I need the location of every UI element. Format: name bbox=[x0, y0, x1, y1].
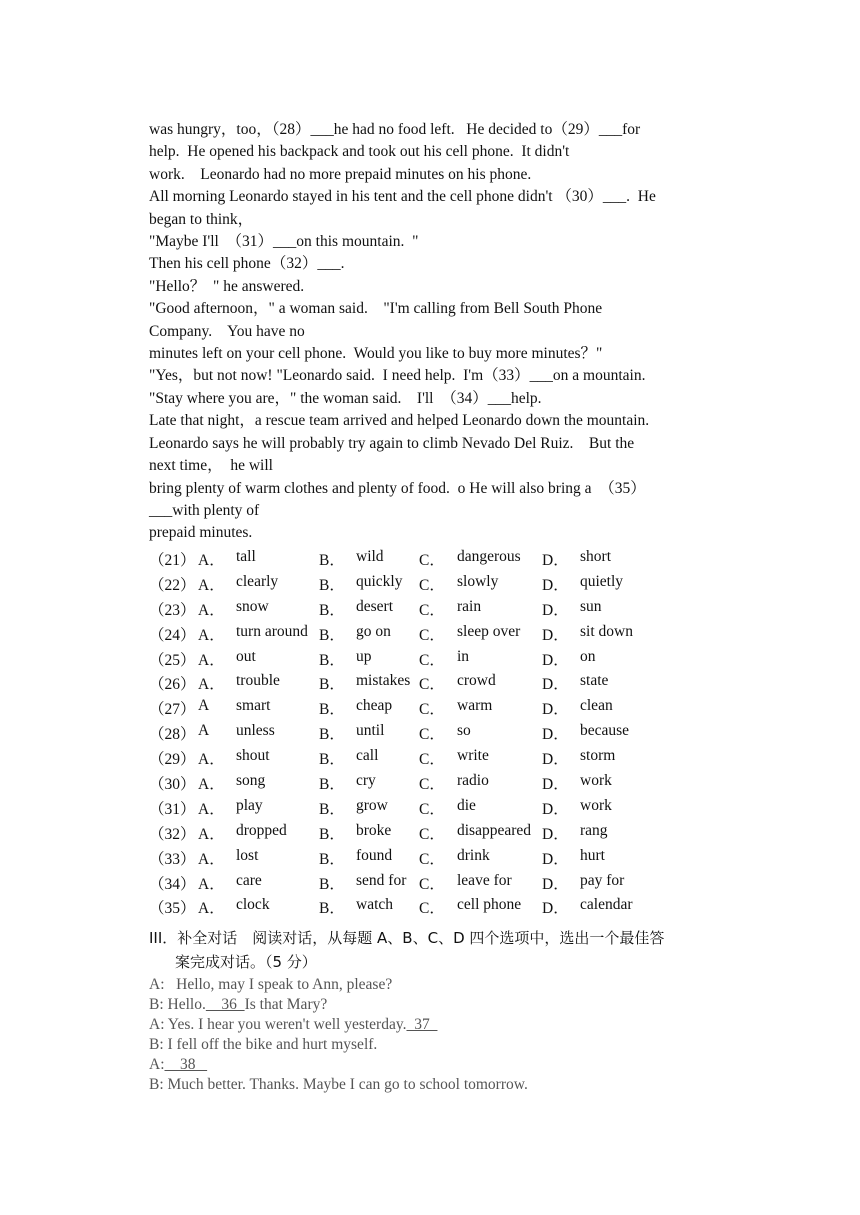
option-letter: B． bbox=[319, 900, 345, 918]
option-text: dangerous bbox=[457, 548, 521, 565]
option-text: on bbox=[580, 647, 596, 665]
option-letter: A． bbox=[198, 900, 225, 918]
option-text: slowly bbox=[457, 572, 499, 590]
option-text: write bbox=[457, 747, 489, 765]
option-letter: C． bbox=[419, 726, 445, 744]
option-text: sun bbox=[580, 597, 602, 615]
option-row bbox=[149, 893, 729, 918]
question-number: （30） bbox=[149, 776, 196, 794]
question-number: （26） bbox=[149, 676, 196, 694]
option-text: up bbox=[356, 647, 372, 665]
option-letter: D． bbox=[542, 751, 569, 769]
passage-line: Company. You have no bbox=[149, 322, 305, 340]
option-letter: A bbox=[198, 722, 210, 740]
dialogue-text: Is that Mary? bbox=[244, 996, 328, 1013]
dialogue-line bbox=[149, 995, 729, 1015]
option-text: so bbox=[457, 722, 471, 740]
option-text: rain bbox=[457, 597, 482, 615]
option-letter: C． bbox=[419, 552, 445, 569]
option-text: trouble bbox=[236, 672, 280, 690]
option-letter: C． bbox=[419, 900, 445, 918]
passage-line: "Good afternoon，" a woman said. "I'm calling from Bell South Phone bbox=[149, 300, 603, 318]
option-letter: A． bbox=[198, 626, 225, 644]
question-number: （27） bbox=[149, 701, 196, 719]
option-text: disappeared bbox=[457, 821, 532, 839]
dialogue-text: B: Much better. Thanks. Maybe I can go to school tomorrow. bbox=[149, 1076, 528, 1093]
question-number: （32） bbox=[149, 825, 196, 843]
option-letter: B． bbox=[319, 850, 345, 868]
option-letter: A bbox=[198, 697, 210, 715]
passage-line: Then his cell phone（32）___. bbox=[149, 255, 345, 273]
option-text: die bbox=[457, 796, 476, 814]
option-letter: B． bbox=[319, 726, 345, 744]
option-letter: C． bbox=[419, 676, 445, 694]
option-letter: A． bbox=[198, 850, 225, 868]
option-letter: D． bbox=[542, 825, 569, 843]
option-letter: C． bbox=[419, 751, 445, 769]
option-row bbox=[149, 595, 729, 620]
option-letter: B． bbox=[319, 626, 345, 644]
option-letter: B． bbox=[319, 751, 345, 769]
option-letter: D． bbox=[542, 875, 569, 893]
section-heading bbox=[149, 926, 729, 974]
dialogue bbox=[149, 975, 729, 1095]
option-text: out bbox=[236, 647, 256, 665]
passage-line: Late that night，a rescue team arrived and helped Leonardo down the mountain. bbox=[149, 412, 650, 430]
option-text: lost bbox=[236, 846, 259, 864]
option-text: warm bbox=[457, 697, 493, 715]
option-letter: D． bbox=[542, 726, 569, 744]
option-letter: C． bbox=[419, 850, 445, 868]
question-number: （33） bbox=[149, 850, 196, 868]
option-text: short bbox=[580, 548, 611, 565]
option-letter: B． bbox=[319, 875, 345, 893]
option-text: hurt bbox=[580, 846, 605, 864]
passage-line: began to think， bbox=[149, 210, 254, 228]
dialogue-text: A: Yes. I hear you weren't well yesterday. bbox=[149, 1016, 407, 1033]
option-letter: D． bbox=[542, 701, 569, 719]
reading-passage bbox=[149, 119, 719, 545]
option-text: song bbox=[236, 772, 266, 790]
option-letter: C． bbox=[419, 800, 445, 818]
option-text: smart bbox=[236, 697, 271, 715]
option-letter: D． bbox=[542, 552, 569, 569]
option-row bbox=[149, 669, 729, 694]
option-text: care bbox=[236, 871, 262, 889]
option-text: clean bbox=[580, 697, 613, 715]
option-letter: B． bbox=[319, 776, 345, 794]
option-row bbox=[149, 844, 729, 869]
option-text: until bbox=[356, 722, 385, 740]
option-text: tall bbox=[236, 548, 256, 565]
option-text: send for bbox=[356, 871, 407, 889]
option-text: broke bbox=[356, 821, 392, 839]
option-letter: B． bbox=[319, 825, 345, 843]
option-letter: B． bbox=[319, 552, 345, 569]
passage-line: "Yes，but not now! "Leonardo said. I need help. I'm（33）___on a mountain. bbox=[149, 367, 646, 385]
option-letter: C． bbox=[419, 626, 445, 644]
dialogue-line bbox=[149, 1015, 729, 1035]
option-text: turn around bbox=[236, 622, 308, 640]
passage-line: bring plenty of warm clothes and plenty of food. o He will also bring a （35） bbox=[149, 479, 646, 497]
dialogue-line bbox=[149, 975, 729, 995]
option-letter: D． bbox=[542, 850, 569, 868]
option-row bbox=[149, 694, 729, 719]
option-text: snow bbox=[236, 597, 269, 615]
dialogue-text: B: Hello. bbox=[149, 996, 206, 1013]
option-letter: D． bbox=[542, 676, 569, 694]
blank-36: 36 bbox=[205, 996, 245, 1013]
option-text: radio bbox=[457, 772, 489, 790]
question-number: （29） bbox=[149, 751, 196, 769]
option-letter: B． bbox=[319, 651, 345, 669]
question-number: （23） bbox=[149, 601, 196, 619]
option-text: sit down bbox=[580, 622, 633, 640]
option-letter: A． bbox=[198, 576, 225, 594]
option-text: quietly bbox=[580, 572, 624, 590]
option-letter: C． bbox=[419, 825, 445, 843]
option-text: clock bbox=[236, 896, 270, 914]
option-text: work bbox=[580, 796, 612, 814]
option-row bbox=[149, 620, 729, 645]
question-number: （21） bbox=[149, 552, 196, 569]
option-letter: B． bbox=[319, 800, 345, 818]
option-text: rang bbox=[580, 821, 608, 839]
option-letter: A． bbox=[198, 776, 225, 794]
option-letter: A． bbox=[198, 751, 225, 769]
option-letter: A． bbox=[198, 875, 225, 893]
passage-line: ___with plenty of bbox=[149, 501, 260, 519]
dialogue-line bbox=[149, 1035, 729, 1055]
dialogue-line bbox=[149, 1075, 729, 1095]
option-text: state bbox=[580, 672, 609, 690]
option-text: cell phone bbox=[457, 896, 522, 914]
passage-line: minutes left on your cell phone. Would you like to buy more minutes？" bbox=[149, 345, 603, 363]
option-text: desert bbox=[356, 597, 394, 615]
option-text: because bbox=[580, 722, 630, 740]
option-letter: D． bbox=[542, 626, 569, 644]
option-letter: C． bbox=[419, 776, 445, 794]
option-text: call bbox=[356, 747, 379, 765]
option-text: dropped bbox=[236, 821, 287, 839]
option-letter: A． bbox=[198, 676, 225, 694]
option-text: leave for bbox=[457, 871, 512, 889]
option-text: in bbox=[457, 647, 470, 665]
option-text: unless bbox=[236, 722, 275, 740]
option-letter: D． bbox=[542, 651, 569, 669]
question-number: （25） bbox=[149, 651, 196, 669]
option-letter: A． bbox=[198, 825, 225, 843]
option-text: sleep over bbox=[457, 622, 521, 640]
question-number: （35） bbox=[149, 900, 196, 918]
option-row bbox=[149, 769, 729, 794]
option-text: drink bbox=[457, 846, 490, 864]
option-row bbox=[149, 570, 729, 595]
options-table bbox=[149, 545, 729, 918]
option-text: storm bbox=[580, 747, 616, 765]
option-text: pay for bbox=[580, 871, 625, 889]
option-letter: D． bbox=[542, 900, 569, 918]
passage-line: next time， he will bbox=[149, 457, 273, 475]
dialogue-text: A: Hello, may I speak to Ann, please? bbox=[149, 976, 393, 993]
blank-38: 38 bbox=[164, 1056, 208, 1073]
section-heading-line: III．补全对话 阅读对话，从每题 A、B、C、D 四个选项中，选出一个最佳答 bbox=[149, 929, 665, 947]
option-text: mistakes bbox=[356, 672, 411, 690]
blank-37: 37 bbox=[406, 1016, 438, 1033]
option-letter: A． bbox=[198, 601, 225, 619]
section-heading-line: 案完成对话。（5 分） bbox=[175, 953, 317, 971]
option-row bbox=[149, 794, 729, 819]
option-text: quickly bbox=[356, 572, 403, 590]
option-text: watch bbox=[356, 896, 394, 914]
dialogue-text: A: bbox=[149, 1056, 165, 1073]
option-row bbox=[149, 645, 729, 670]
option-text: play bbox=[236, 796, 263, 814]
option-text: crowd bbox=[457, 672, 496, 690]
option-text: found bbox=[356, 846, 393, 864]
option-row bbox=[149, 545, 729, 570]
option-letter: C． bbox=[419, 651, 445, 669]
passage-line: was hungry，too，（28）___he had no food left. He decided to（29）___for bbox=[149, 121, 641, 138]
option-letter: D． bbox=[542, 776, 569, 794]
option-letter: A． bbox=[198, 651, 225, 669]
option-text: shout bbox=[236, 747, 270, 765]
option-text: clearly bbox=[236, 572, 279, 590]
passage-line: "Maybe I'll （31）___on this mountain. " bbox=[149, 233, 419, 251]
option-letter: D． bbox=[542, 800, 569, 818]
option-row bbox=[149, 719, 729, 744]
option-text: wild bbox=[356, 548, 384, 565]
option-row bbox=[149, 819, 729, 844]
option-row bbox=[149, 744, 729, 769]
option-letter: B． bbox=[319, 576, 345, 594]
passage-line: All morning Leonardo stayed in his tent and the cell phone didn't （30）___. He bbox=[149, 188, 656, 206]
passage-line: prepaid minutes. bbox=[149, 524, 253, 542]
option-letter: B． bbox=[319, 676, 345, 694]
option-letter: D． bbox=[542, 576, 569, 594]
option-letter: A． bbox=[198, 552, 225, 569]
option-text: grow bbox=[356, 796, 388, 814]
option-letter: C． bbox=[419, 875, 445, 893]
option-text: cry bbox=[356, 772, 376, 790]
option-letter: D． bbox=[542, 601, 569, 619]
option-text: work bbox=[580, 772, 612, 790]
option-text: go on bbox=[356, 622, 391, 640]
question-number: （31） bbox=[149, 800, 196, 818]
question-number: （28） bbox=[149, 726, 196, 744]
option-text: cheap bbox=[356, 697, 393, 715]
option-letter: C． bbox=[419, 601, 445, 619]
option-letter: B． bbox=[319, 701, 345, 719]
option-letter: B． bbox=[319, 601, 345, 619]
option-letter: A． bbox=[198, 800, 225, 818]
passage-line: "Hello？ " he answered. bbox=[149, 277, 305, 295]
option-row bbox=[149, 869, 729, 894]
option-text: calendar bbox=[580, 896, 633, 914]
question-number: （24） bbox=[149, 626, 196, 644]
passage-line: work. Leonardo had no more prepaid minutes on his phone. bbox=[149, 165, 532, 183]
passage-line: help. He opened his backpack and took out his cell phone. It didn't bbox=[149, 143, 570, 161]
question-number: （22） bbox=[149, 576, 196, 594]
passage-line: Leonardo says he will probably try again to climb Nevado Del Ruiz. But the bbox=[149, 434, 635, 452]
option-letter: C． bbox=[419, 576, 445, 594]
question-number: （34） bbox=[149, 875, 196, 893]
option-letter: C． bbox=[419, 701, 445, 719]
dialogue-line bbox=[149, 1055, 729, 1075]
passage-line: "Stay where you are，" the woman said. I'll （34）___help. bbox=[149, 389, 542, 407]
dialogue-text: B: I fell off the bike and hurt myself. bbox=[149, 1036, 378, 1053]
